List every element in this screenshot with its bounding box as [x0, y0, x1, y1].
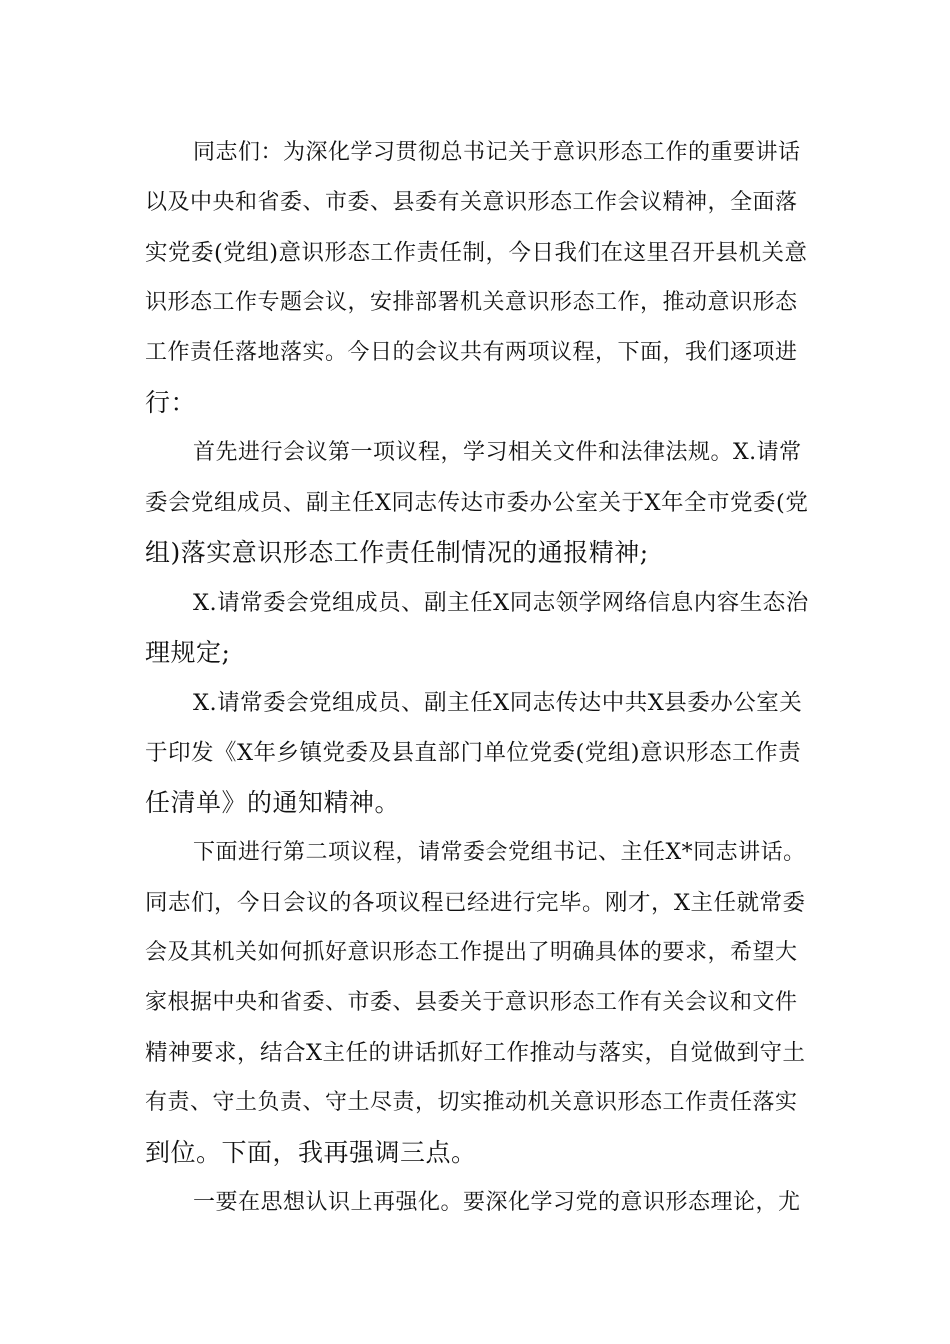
- text-line: 到位。下面，我再强调三点。: [145, 1138, 477, 1167]
- text-line: 组)落实意识形态工作责任制情况的通报精神;: [145, 538, 649, 567]
- text-line: 同志们，今日会议的各项议程已经进行完毕。刚才，X主任就常委: [145, 890, 806, 916]
- text-line: 任清单》的通知精神。: [145, 788, 401, 817]
- text-line: X.请常委会党组成员、副主任X同志传达中共X县委办公室关: [193, 690, 803, 716]
- text-line: 会及其机关如何抓好意识形态工作提出了明确具体的要求，希望大: [145, 940, 798, 965]
- text-line: 理规定;: [145, 638, 231, 667]
- text-line: 以及中央和省委、市委、县委有关意识形态工作会议精神，全面落: [145, 190, 798, 215]
- text-line: 同志们：为深化学习贯彻总书记关于意识形态工作的重要讲话: [193, 140, 801, 165]
- text-line: 于印发《X年乡镇党委及县直部门单位党委(党组)意识形态工作责: [145, 740, 802, 766]
- text-line: 行：: [145, 388, 197, 417]
- text-line: 一要在思想认识上再强化。要深化学习党的意识形态理论，尤: [193, 1190, 801, 1215]
- document-body: [145, 128, 810, 1228]
- text-line: 实党委(党组)意识形态工作责任制，今日我们在这里召开县机关意: [145, 240, 808, 266]
- text-line: 有责、守土负责、守土尽责，切实推动机关意识形态工作责任落实: [145, 1090, 798, 1115]
- text-line: 委会党组成员、副主任X同志传达市委办公室关于X年全市党委(党: [145, 490, 809, 516]
- text-line: 下面进行第二项议程，请常委会党组书记、主任X*同志讲话。: [193, 840, 806, 865]
- text-line: 首先进行会议第一项议程，学习相关文件和法律法规。X.请常: [193, 440, 802, 465]
- text-line: 工作责任落地落实。今日的会议共有两项议程，下面，我们逐项进: [145, 340, 798, 365]
- text-line: X.请常委会党组成员、副主任X同志领学网络信息内容生态治: [193, 590, 809, 616]
- text-line: 精神要求，结合X主任的讲话抓好工作推动与落实，自觉做到守土: [145, 1040, 806, 1066]
- text-line: 识形态工作专题会议，安排部署机关意识形态工作，推动意识形态: [145, 290, 798, 315]
- text-line: 家根据中央和省委、市委、县委关于意识形态工作有关会议和文件: [145, 990, 798, 1015]
